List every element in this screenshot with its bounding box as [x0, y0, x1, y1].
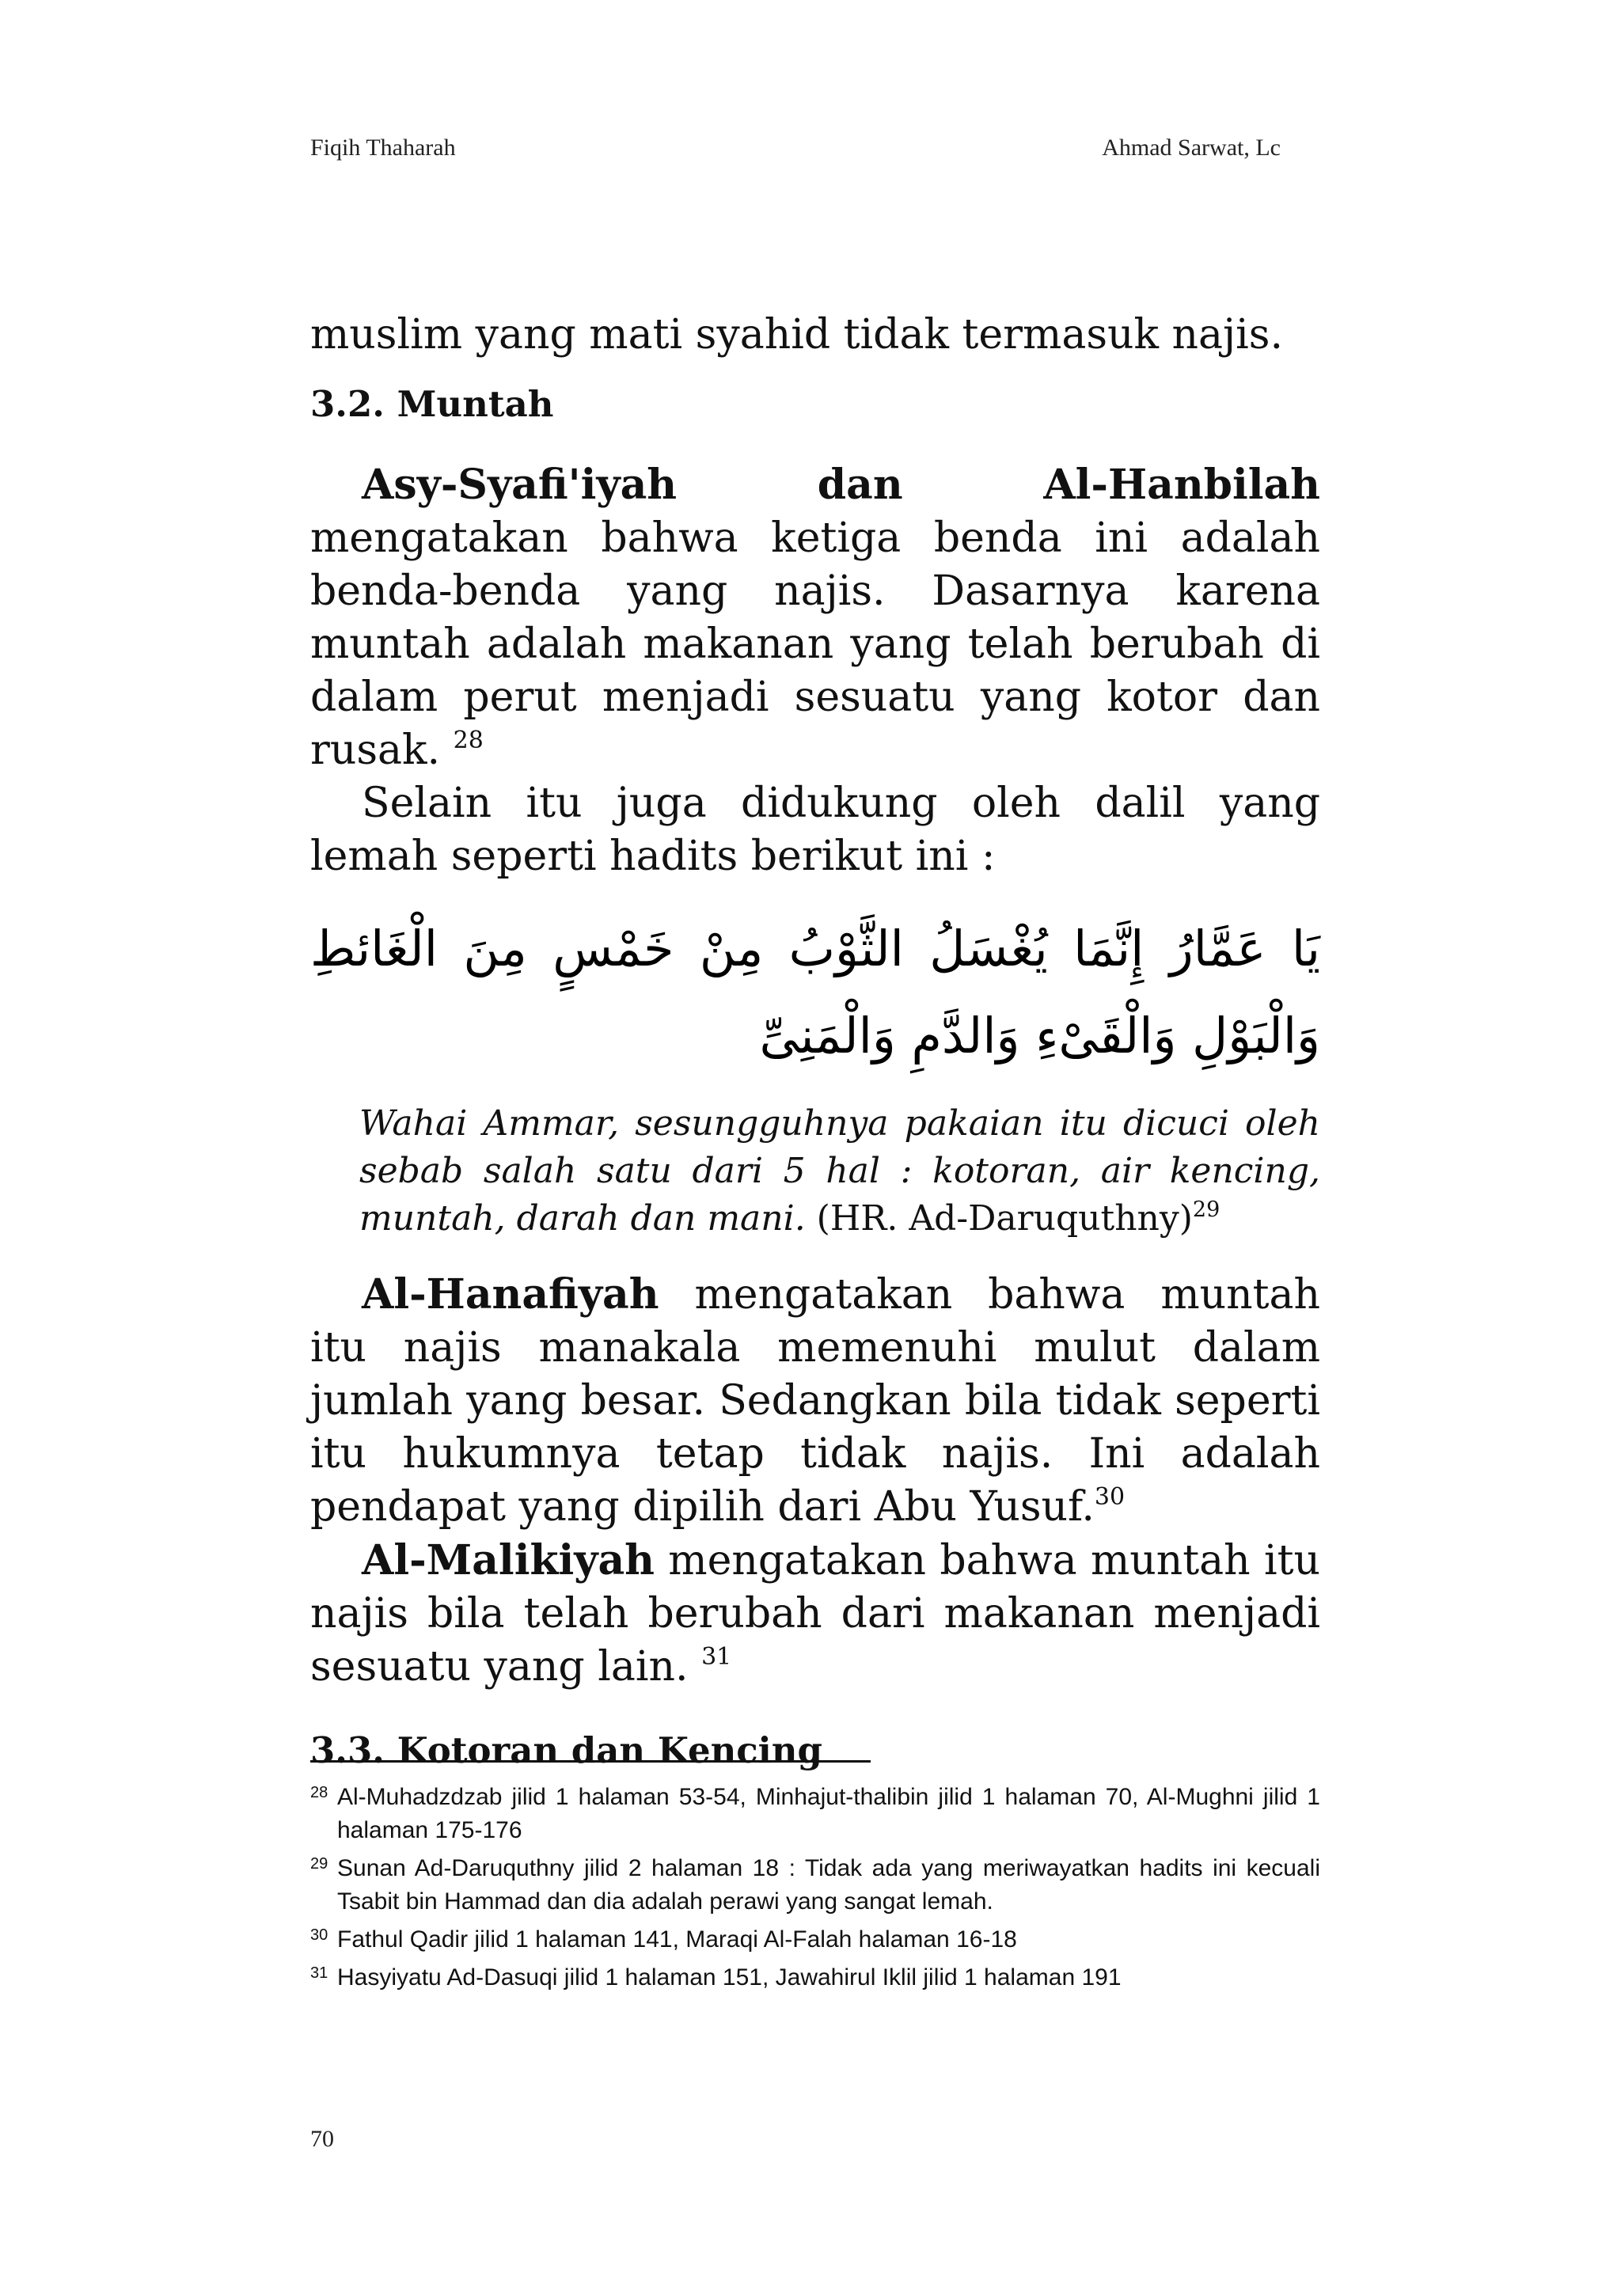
madhhab-name: Al-Hanafiyah: [362, 1270, 659, 1319]
footnote-number: 28: [310, 1784, 328, 1801]
paragraph-text: mengatakan bahwa muntah itu najis bila telah berubah dari makanan menjadi sesuatu yang lain.: [310, 1537, 1320, 1691]
paragraph-malikiyah: [310, 1534, 1320, 1694]
footnote-ref: 31: [701, 1643, 732, 1671]
hadith-source: (HR. Ad-Daruquthny): [805, 1198, 1193, 1239]
footnote-divider: [310, 1760, 871, 1763]
footnote-text: Fathul Qadir jilid 1 halaman 141, Maraqi Al-Falah halaman 16-18: [337, 1926, 1017, 1953]
header-book-title: Fiqih Thaharah: [310, 135, 456, 161]
footnote-item: [310, 1852, 1320, 1918]
paragraph-text: mengatakan bahwa muntah itu najis manakala memenuhi mulut dalam jumlah yang besar. Sedangkan bila tidak seperti itu hukumnya tetap tidak najis. Ini adalah pendapat yang dipilih dari Abu Yusuf.: [310, 1271, 1320, 1531]
footnotes: [310, 1781, 1320, 1999]
footnote-text: Hasyiyatu Ad-Dasuqi jilid 1 halaman 151, Jawahirul Iklil jilid 1 halaman 191: [337, 1964, 1122, 1990]
hadith-translation: [359, 1100, 1320, 1243]
footnote-item: [310, 1961, 1320, 1994]
madhhab-name: Asy-Syafi'iyah dan Al-Hanbilah: [362, 461, 1320, 509]
page-body: [310, 309, 1320, 1805]
madhhab-name: Al-Malikiyah: [362, 1536, 655, 1584]
footnote-text: Sunan Ad-Daruquthny jilid 2 halaman 18 : Tidak ada yang meriwayatkan hadits ini kecuali Tsabit bin Hammad dan dia adalah perawi yang sangat lemah.: [337, 1855, 1320, 1915]
section-heading-muntah: 3.2. Muntah: [310, 383, 554, 425]
footnote-number: 31: [310, 1964, 328, 1982]
footnote-item: [310, 1781, 1320, 1847]
page-number: 70: [310, 2126, 334, 2152]
footnote-number: 29: [310, 1855, 328, 1873]
paragraph-text: mengatakan bahwa ketiga benda ini adalah benda-benda yang najis. Dasarnya karena muntah adalah makanan yang telah berubah di dalam perut menjadi sesuatu yang kotor dan rusak.: [310, 514, 1320, 774]
footnote-ref: 30: [1094, 1483, 1126, 1511]
footnote-ref: 28: [453, 727, 484, 754]
paragraph-dalil: Selain itu juga didukung oleh dalil yang lemah seperti hadits berikut ini :: [310, 780, 1320, 880]
section-heading-kotoran: 3.3. Kotoran dan Kencing: [310, 1729, 822, 1771]
footnote-text: Al-Muhadzdzab jilid 1 halaman 53-54, Minhajut-thalibin jilid 1 halaman 70, Al-Mughni jilid 1 halaman 175-176: [337, 1784, 1320, 1843]
running-header: [310, 135, 1281, 161]
footnote-ref: 29: [1192, 1197, 1220, 1222]
footnote-item: [310, 1923, 1320, 1956]
arabic-hadith: يَا عَمَّارُ إِنَّمَا يُغْسَلُ الثَّوْبُ مِنْ خَمْسٍ مِنَ الْغَائطِ وَالْبَوْلِ وَالْقَىْءِ وَالدَّمِ وَالْمَنِىِّ: [310, 920, 1320, 1065]
paragraph-continuation: muslim yang mati syahid tidak termasuk najis.: [310, 311, 1284, 359]
paragraph-hanafiyah: [310, 1268, 1320, 1534]
paragraph-syafiiyah: [310, 458, 1320, 777]
translation-text: Wahai Ammar, sesungguhnya pakaian itu dicuci oleh sebab salah satu dari 5 hal : kotoran, air kencing, muntah, darah dan mani.: [359, 1103, 1320, 1239]
header-author: Ahmad Sarwat, Lc: [1102, 135, 1281, 161]
footnote-number: 30: [310, 1926, 328, 1944]
